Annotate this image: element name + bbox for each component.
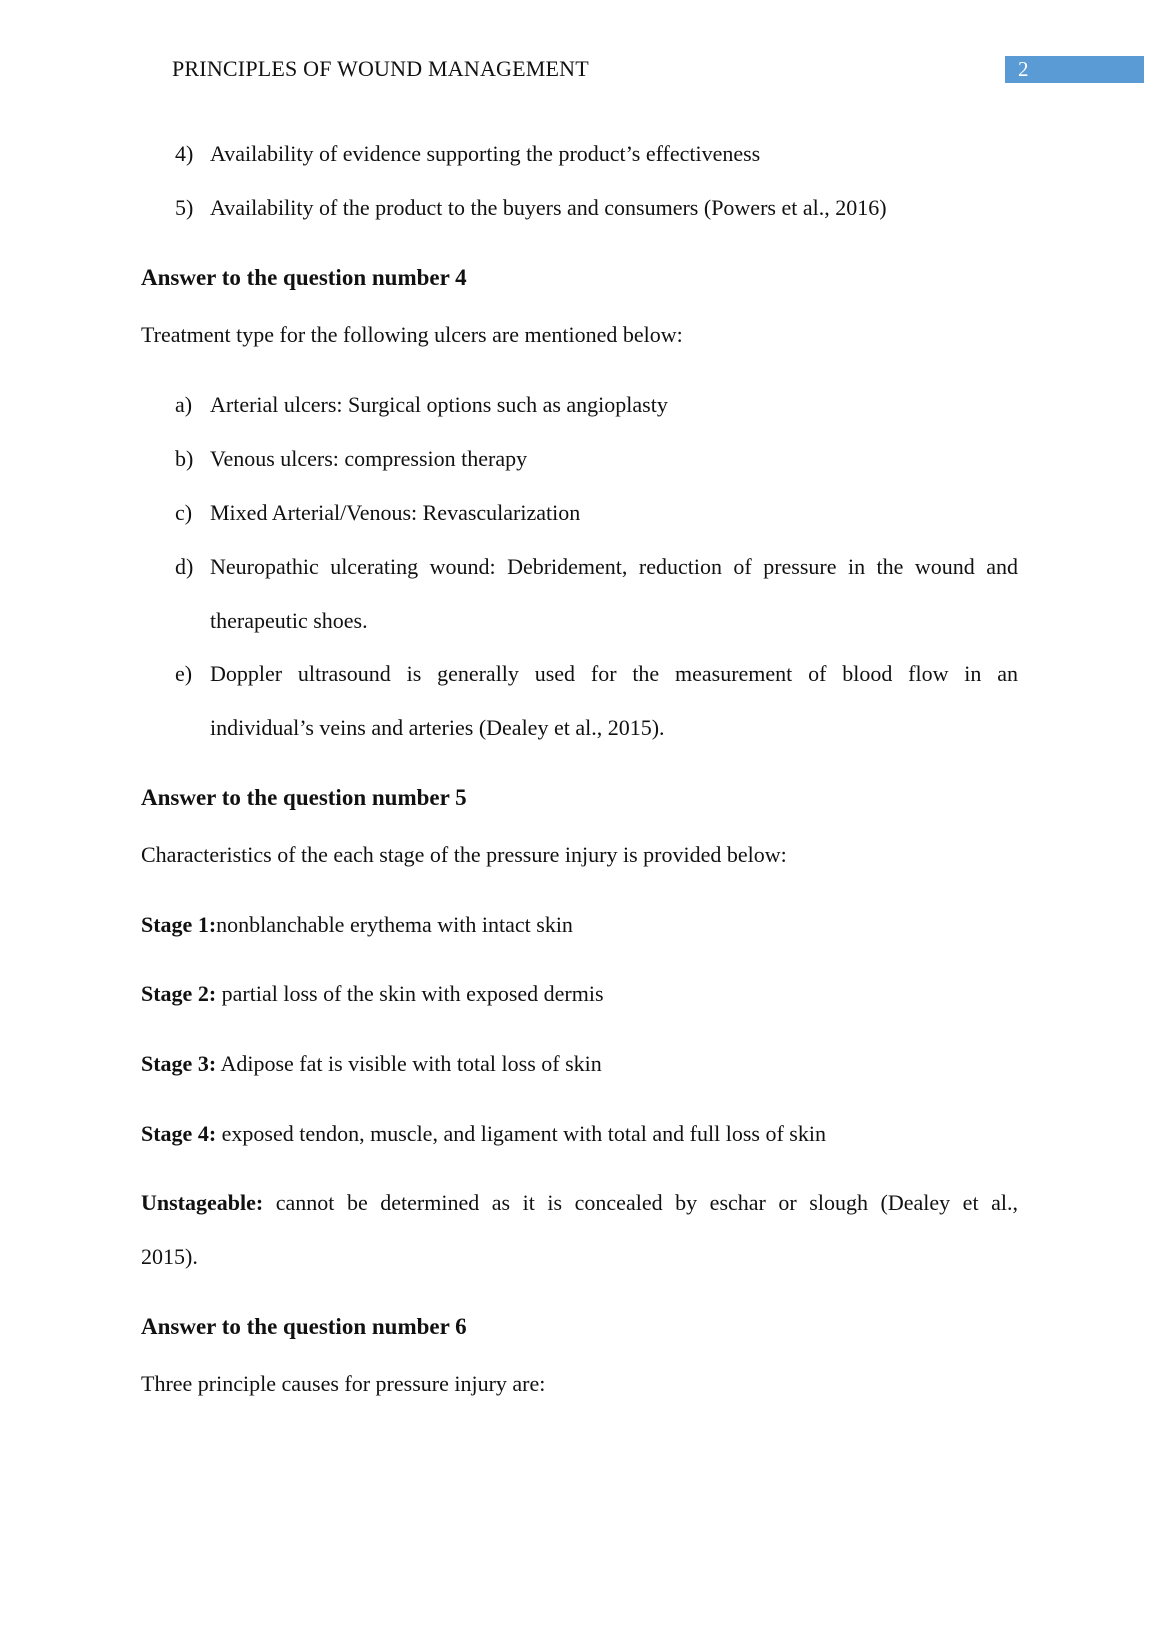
- stage-description: exposed tendon, muscle, and ligament with total and full loss of skin: [216, 1121, 826, 1146]
- list-marker: c): [175, 500, 193, 525]
- list-item: Availability of evidence supporting the product’s effectiveness: [210, 141, 761, 166]
- stage-3-entry: [141, 1051, 602, 1077]
- stage-label: Stage 4:: [141, 1121, 217, 1146]
- section-heading-q4: Answer to the question number 4: [141, 265, 467, 290]
- stage-1-entry: [141, 912, 573, 938]
- q6-intro: Three principle causes for pressure injury are:: [141, 1371, 546, 1396]
- running-header-title: PRINCIPLES OF WOUND MANAGEMENT: [172, 56, 589, 81]
- list-marker: b): [175, 446, 194, 471]
- stage-description: nonblanchable erythema with intact skin: [216, 912, 573, 937]
- list-item-line: Neuropathic ulcerating wound: Debridement, reduction of pressure in the wound and: [210, 554, 1018, 579]
- stage-description: cannot be determined as it is concealed by eschar or slough (Dealey et al.,: [263, 1190, 1018, 1215]
- section-heading-q5: Answer to the question number 5: [141, 785, 467, 810]
- stage-2-entry: [141, 981, 604, 1007]
- stage-description: Adipose fat is visible with total loss of skin: [216, 1051, 602, 1076]
- page-number-badge: 2: [1005, 56, 1144, 83]
- stage-label: Stage 2:: [141, 981, 217, 1006]
- list-item: Mixed Arterial/Venous: Revascularization: [210, 500, 581, 525]
- section-heading-q6: Answer to the question number 6: [141, 1314, 467, 1339]
- stage-label: Stage 3:: [141, 1051, 217, 1076]
- list-item: Venous ulcers: compression therapy: [210, 446, 528, 471]
- stage-label: Unstageable:: [141, 1190, 264, 1215]
- unstageable-continuation: 2015).: [141, 1244, 198, 1269]
- list-marker: d): [175, 554, 194, 579]
- stage-label: Stage 1:: [141, 912, 217, 937]
- stage-description: partial loss of the skin with exposed dermis: [216, 981, 604, 1006]
- unstageable-entry: [141, 1190, 1018, 1216]
- list-marker: e): [175, 661, 193, 686]
- q5-intro: Characteristics of the each stage of the pressure injury is provided below:: [141, 842, 787, 867]
- stage-4-entry: [141, 1121, 826, 1147]
- list-item-line: Doppler ultrasound is generally used for the measurement of blood flow in an: [210, 661, 1018, 686]
- list-item: Availability of the product to the buyers and consumers (Powers et al., 2016): [210, 195, 887, 220]
- list-item-line: therapeutic shoes.: [210, 608, 368, 633]
- list-item: Arterial ulcers: Surgical options such as angioplasty: [210, 392, 668, 417]
- list-marker: 5): [175, 195, 194, 220]
- list-item-line: individual’s veins and arteries (Dealey et al., 2015).: [210, 715, 665, 740]
- list-marker: a): [175, 392, 193, 417]
- q4-intro: Treatment type for the following ulcers are mentioned below:: [141, 322, 683, 347]
- list-marker: 4): [175, 141, 194, 166]
